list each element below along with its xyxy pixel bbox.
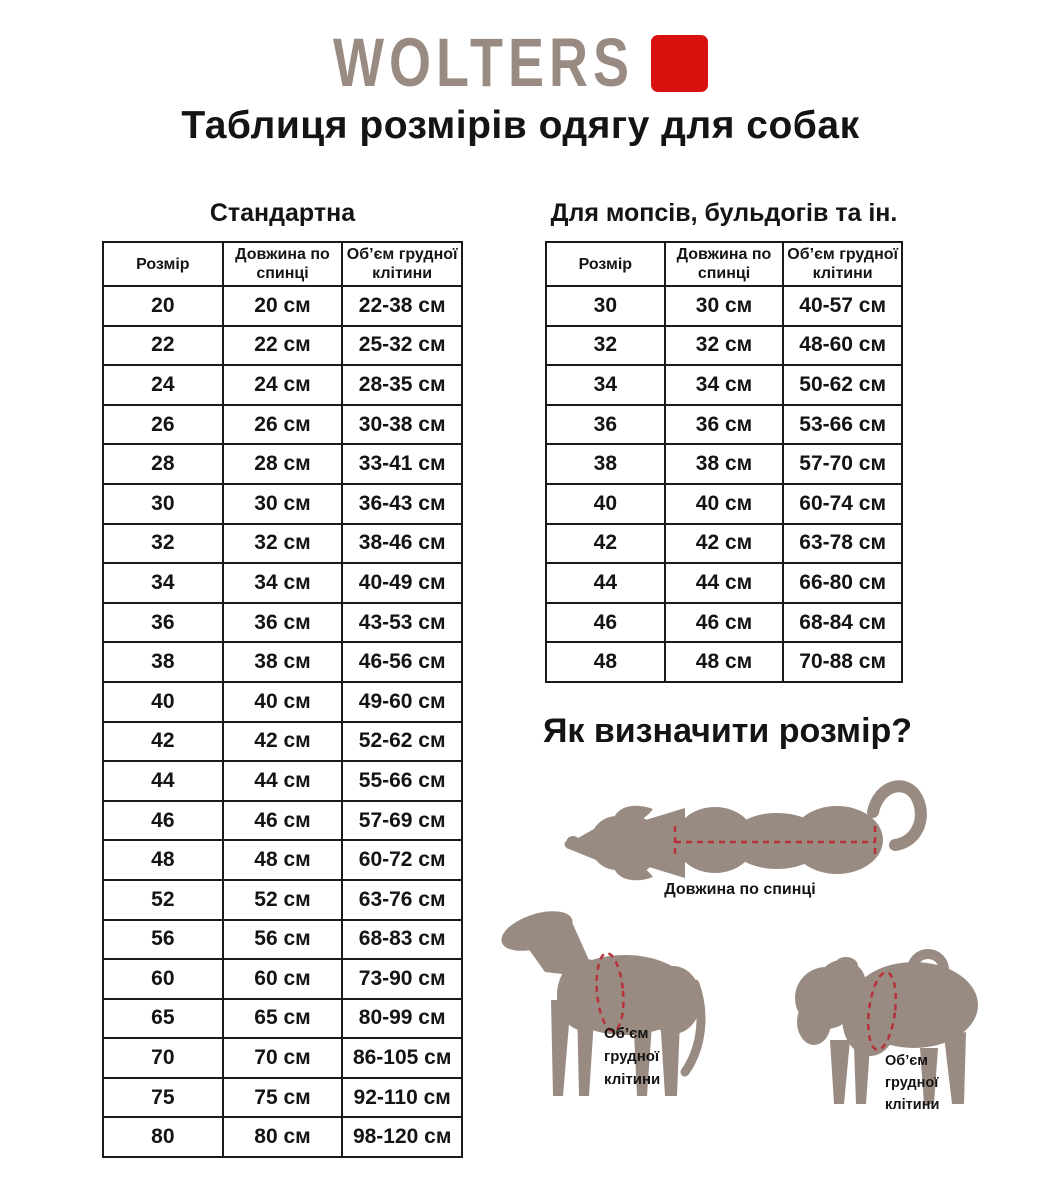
table-cell: 44 (546, 563, 665, 603)
table-cell: 60-74 см (783, 484, 902, 524)
standard-table-title: Стандартна (209, 199, 356, 227)
table-cell: 48 (103, 840, 223, 880)
table-cell: 22-38 см (342, 286, 462, 326)
table-cell: 65 (103, 999, 223, 1039)
table-row (546, 603, 902, 643)
header-row (546, 242, 902, 286)
table-cell: 60 см (223, 959, 343, 999)
table-row (103, 603, 462, 643)
table-cell: 36 см (223, 603, 343, 643)
table-cell: 28 см (223, 444, 343, 484)
table-cell: 48 (546, 642, 665, 682)
table-row (103, 1038, 462, 1078)
table-row (546, 365, 902, 405)
table-row (103, 405, 462, 445)
table-row (103, 801, 462, 841)
table-row (103, 761, 462, 801)
table-cell: 34 (546, 365, 665, 405)
table-cell: 53-66 см (783, 405, 902, 445)
table-row (103, 563, 462, 603)
table-row (103, 880, 462, 920)
table-row (546, 405, 902, 445)
table-row (546, 642, 902, 682)
table-row (546, 484, 902, 524)
table-cell: 46-56 см (342, 642, 462, 682)
table-row (546, 286, 902, 326)
table-cell: 49-60 см (342, 682, 462, 722)
table-cell: 36 (546, 405, 665, 445)
table-cell: 40 см (665, 484, 784, 524)
table-cell: 36 см (665, 405, 784, 445)
column-header: Розмір (546, 242, 665, 286)
table-row (546, 563, 902, 603)
table-cell: 68-83 см (342, 920, 462, 960)
table-cell: 52-62 см (342, 722, 462, 762)
dog-top-view-silhouette (565, 786, 921, 880)
table-cell: 56 (103, 920, 223, 960)
table-cell: 42 (103, 722, 223, 762)
how-to-title: Як визначити розмір? (542, 712, 913, 750)
table-cell: 57-70 см (783, 444, 902, 484)
table-cell: 30 см (665, 286, 784, 326)
chest-label-line: грудної (604, 1048, 660, 1065)
table-cell: 40 см (223, 682, 343, 722)
chest-label-line: Об’єм (604, 1025, 649, 1042)
table-cell: 42 (546, 524, 665, 564)
table-cell: 48 см (223, 840, 343, 880)
table-cell: 48 см (665, 642, 784, 682)
table-row (103, 920, 462, 960)
table-cell: 44 (103, 761, 223, 801)
table-cell: 34 см (665, 365, 784, 405)
table-cell: 32 см (223, 524, 343, 564)
table-cell: 50-62 см (783, 365, 902, 405)
brand-logo (0, 24, 1041, 102)
table-cell: 24 см (223, 365, 343, 405)
chest-label-line: клітини (885, 1097, 940, 1113)
table-cell: 38 см (665, 444, 784, 484)
column-header: Розмір (103, 242, 223, 286)
table-cell: 80 см (223, 1117, 343, 1157)
table-cell: 20 см (223, 286, 343, 326)
table-row (103, 326, 462, 366)
column-header: Довжина по спинці (665, 242, 784, 286)
table-row (103, 840, 462, 880)
back-length-label: Довжина по спинці (664, 881, 816, 898)
table-cell: 70 (103, 1038, 223, 1078)
table-cell: 75 см (223, 1078, 343, 1118)
table-cell: 40-57 см (783, 286, 902, 326)
table-cell: 30-38 см (342, 405, 462, 445)
table-cell: 28 (103, 444, 223, 484)
table-cell: 36-43 см (342, 484, 462, 524)
pugs-table-head (546, 242, 902, 286)
table-cell: 28-35 см (342, 365, 462, 405)
table-cell: 38 (546, 444, 665, 484)
table-cell: 38 см (223, 642, 343, 682)
table-cell: 75 (103, 1078, 223, 1118)
table-cell: 56 см (223, 920, 343, 960)
table-cell: 20 (103, 286, 223, 326)
table-cell: 60 (103, 959, 223, 999)
table-cell: 32 см (665, 326, 784, 366)
table-row (103, 1117, 462, 1157)
table-cell: 22 (103, 326, 223, 366)
table-cell: 57-69 см (342, 801, 462, 841)
table-cell: 25-32 см (342, 326, 462, 366)
table-row (103, 286, 462, 326)
table-cell: 44 см (665, 563, 784, 603)
header-row (103, 242, 462, 286)
chest-volume-label (604, 1022, 660, 1091)
pugs-table-title: Для мопсів, бульдогів та ін. (550, 199, 898, 227)
table-row (103, 642, 462, 682)
table-row (546, 524, 902, 564)
column-header: Об’єм грудної клітини (342, 242, 462, 286)
table-cell: 30 (103, 484, 223, 524)
table-cell: 68-84 см (783, 603, 902, 643)
pugs-table-body (546, 286, 902, 682)
table-row (103, 444, 462, 484)
table-row (546, 444, 902, 484)
table-cell: 40 (546, 484, 665, 524)
pugs-size-table (545, 241, 903, 683)
brand-logo-text: WOLTERS (333, 24, 634, 102)
table-cell: 80-99 см (342, 999, 462, 1039)
standard-table-body (103, 286, 462, 1157)
table-cell: 86-105 см (342, 1038, 462, 1078)
table-cell: 22 см (223, 326, 343, 366)
table-cell: 80 (103, 1117, 223, 1157)
table-cell: 26 (103, 405, 223, 445)
table-cell: 36 (103, 603, 223, 643)
table-cell: 42 см (223, 722, 343, 762)
table-cell: 66-80 см (783, 563, 902, 603)
table-cell: 70-88 см (783, 642, 902, 682)
table-cell: 63-78 см (783, 524, 902, 564)
table-cell: 65 см (223, 999, 343, 1039)
table-cell: 46 см (665, 603, 784, 643)
table-cell: 43-53 см (342, 603, 462, 643)
table-cell: 63-76 см (342, 880, 462, 920)
table-cell: 70 см (223, 1038, 343, 1078)
table-row (103, 722, 462, 762)
table-row (103, 1078, 462, 1118)
standard-table-head (103, 242, 462, 286)
brand-red-square-icon (651, 35, 708, 92)
table-cell: 38 (103, 642, 223, 682)
table-row (103, 365, 462, 405)
chest-label-line: клітини (604, 1071, 661, 1088)
table-cell: 32 (546, 326, 665, 366)
table-cell: 73-90 см (342, 959, 462, 999)
chest-label-line: грудної (885, 1075, 939, 1091)
table-cell: 48-60 см (783, 326, 902, 366)
table-cell: 40 (103, 682, 223, 722)
table-cell: 24 (103, 365, 223, 405)
table-cell: 30 см (223, 484, 343, 524)
table-cell: 60-72 см (342, 840, 462, 880)
page-title: Таблиця розмірів одягу для собак (181, 104, 860, 147)
table-cell: 42 см (665, 524, 784, 564)
table-cell: 46 см (223, 801, 343, 841)
chest-label-line: Об’єм (885, 1053, 928, 1069)
table-cell: 30 (546, 286, 665, 326)
table-cell: 55-66 см (342, 761, 462, 801)
table-row (103, 524, 462, 564)
table-cell: 26 см (223, 405, 343, 445)
table-row (103, 682, 462, 722)
table-cell: 34 см (223, 563, 343, 603)
table-cell: 38-46 см (342, 524, 462, 564)
table-cell: 52 (103, 880, 223, 920)
standard-size-table (102, 241, 463, 1158)
dog-top-view-illustration (555, 770, 935, 888)
chest-volume-label (885, 1050, 939, 1116)
table-row (103, 484, 462, 524)
table-row (103, 999, 462, 1039)
table-cell: 40-49 см (342, 563, 462, 603)
table-row (546, 326, 902, 366)
table-cell: 46 (103, 801, 223, 841)
table-cell: 44 см (223, 761, 343, 801)
table-cell: 98-120 см (342, 1117, 462, 1157)
table-row (103, 959, 462, 999)
column-header: Об’єм грудної клітини (783, 242, 902, 286)
table-cell: 34 (103, 563, 223, 603)
table-cell: 32 (103, 524, 223, 564)
table-cell: 46 (546, 603, 665, 643)
table-cell: 52 см (223, 880, 343, 920)
table-cell: 33-41 см (342, 444, 462, 484)
column-header: Довжина по спинці (223, 242, 343, 286)
table-cell: 92-110 см (342, 1078, 462, 1118)
